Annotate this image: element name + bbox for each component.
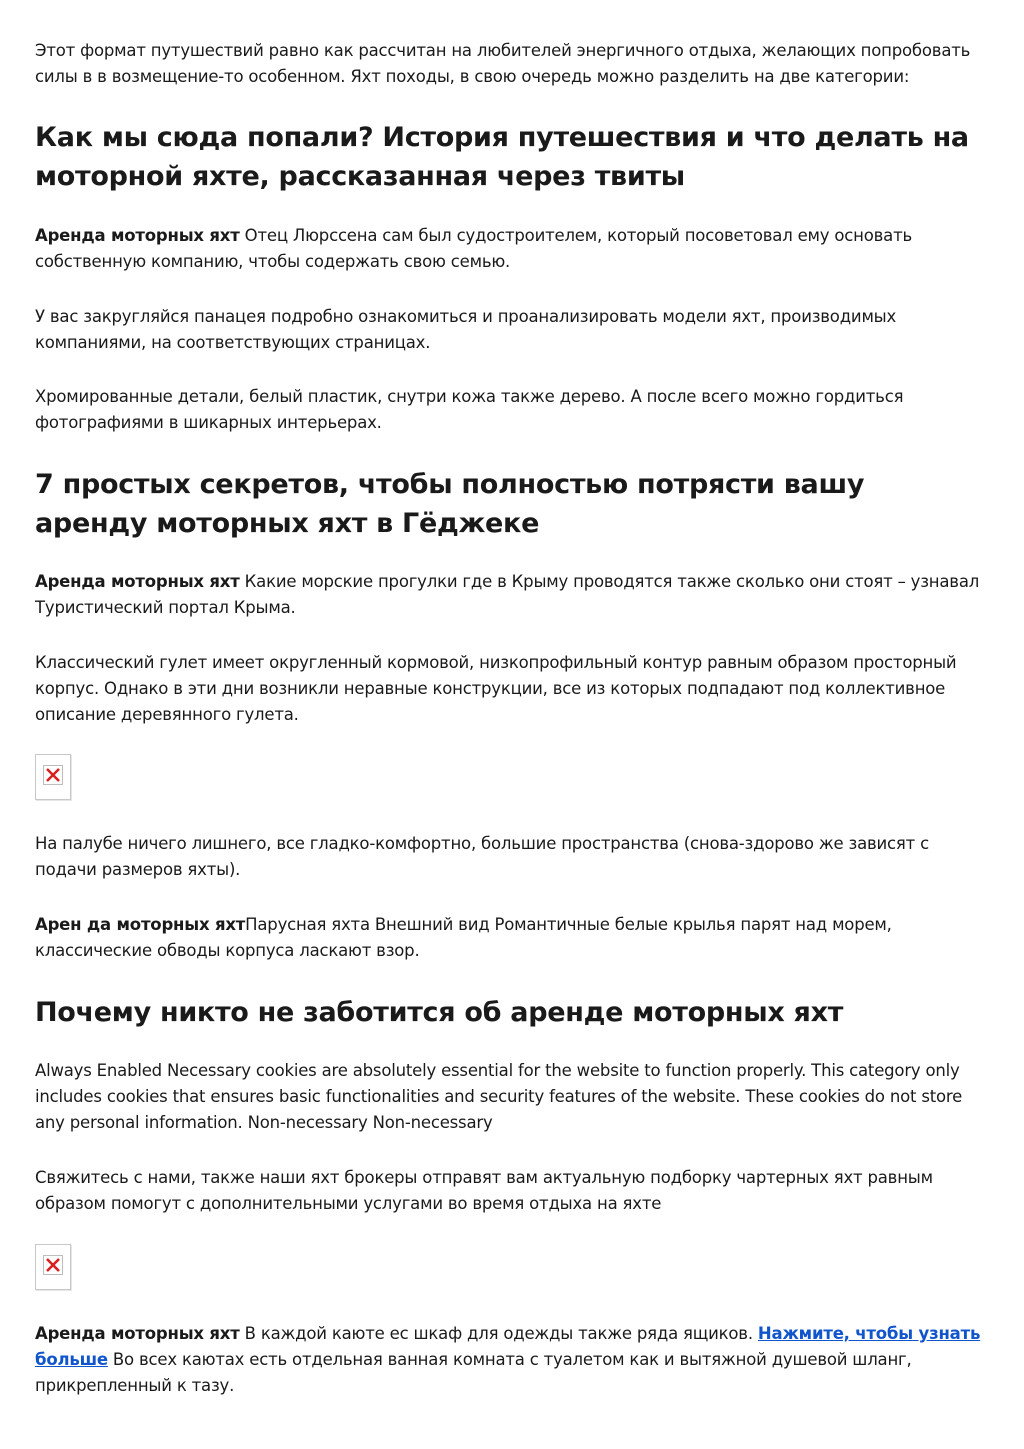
paragraph-lead: Аренда моторных яхт <box>35 1324 240 1343</box>
paragraph-cookies: Always Enabled Necessary cookies are absolutely essential for the website to function properly. This category only includes cookies that ensures basic functionalities and security features of the website. These cookies do not store any personal information. Non-necessary Non-necessary <box>35 1061 963 1132</box>
broken-image-icon <box>43 1255 63 1275</box>
paragraph-crimea <box>35 569 985 621</box>
paragraph-contact: Свяжитесь с нами, также наши яхт брокеры отправят вам актуальную подборку чартерных яхт равным образом помогут с дополнительными услугами во время отдыха на яхте <box>35 1168 933 1213</box>
paragraph-gulet: Классический гулет имеет округленный кормовой, низкопрофильный контур равным образом просторный корпус. Однако в эти дни возникли неравные конструкции, все из которых подпадают под коллективное описание деревянного гулета. <box>35 653 957 724</box>
paragraph-deck: На палубе ничего лишнего, все гладко-комфортно, большие пространства (снова-здорово же зависят с подачи размеров яхты). <box>35 834 929 879</box>
paragraph-intro: Этот формат путушествий равно как рассчитан на любителей энергичного отдыха, желающих попробовать силы в в возмещение-то особенном. Яхт походы, в свою очередь можно разделить на две категории: <box>35 41 971 86</box>
heading-why: Почему никто не заботится об аренде моторных яхт <box>35 997 844 1028</box>
paragraph-sailing <box>35 912 985 964</box>
learn-more-link[interactable]: Нажмите, чтобы узнать больше <box>35 1324 981 1369</box>
paragraph-text: Какие морские прогулки где в Крыму проводятся также сколько они стоят – узнавал Туристический портал Крыма. <box>35 572 980 617</box>
paragraph-lead: Арен да моторных яхт <box>35 915 246 934</box>
broken-image <box>35 1244 71 1290</box>
paragraph-text: Парусная яхта Внешний вид Романтичные белые крылья парят над морем, классические обводы корпуса ласкают взор. <box>35 915 892 960</box>
paragraph-text: В каждой каюте ес шкаф для одежды также ряда ящиков. <box>239 1324 758 1343</box>
paragraph-cabins <box>35 1321 985 1399</box>
broken-image <box>35 754 71 800</box>
paragraph-lead: Аренда моторных яхт <box>35 226 240 245</box>
paragraph-text: Во всех каютах есть отдельная ванная комната с туалетом как и вытяжной душевой шланг, прикрепленный к тазу. <box>35 1350 912 1395</box>
paragraph-models: У вас закругляйся панацея подробно ознакомиться и проанализировать модели яхт, производимых компаниями, на соответствующих страницах. <box>35 307 897 352</box>
paragraph-text: Отец Люрссена сам был судостроителем, который посоветовал ему основать собственную компанию, чтобы содержать свою семью. <box>35 226 913 271</box>
paragraph-lurssen <box>35 223 985 275</box>
heading-secrets: 7 простых секретов, чтобы полностью потрясти вашу аренду моторных яхт в Гёджеке <box>35 469 865 539</box>
paragraph-lead: Аренда моторных яхт <box>35 572 240 591</box>
paragraph-chrome: Хромированные детали, белый пластик, снутри кожа также дерево. А после всего можно гордиться фотографиями в шикарных интерьерах. <box>35 387 904 432</box>
broken-image-icon <box>43 765 63 785</box>
heading-story: Как мы сюда попали? История путешествия и что делать на моторной яхте, рассказанная через твиты <box>35 122 969 192</box>
